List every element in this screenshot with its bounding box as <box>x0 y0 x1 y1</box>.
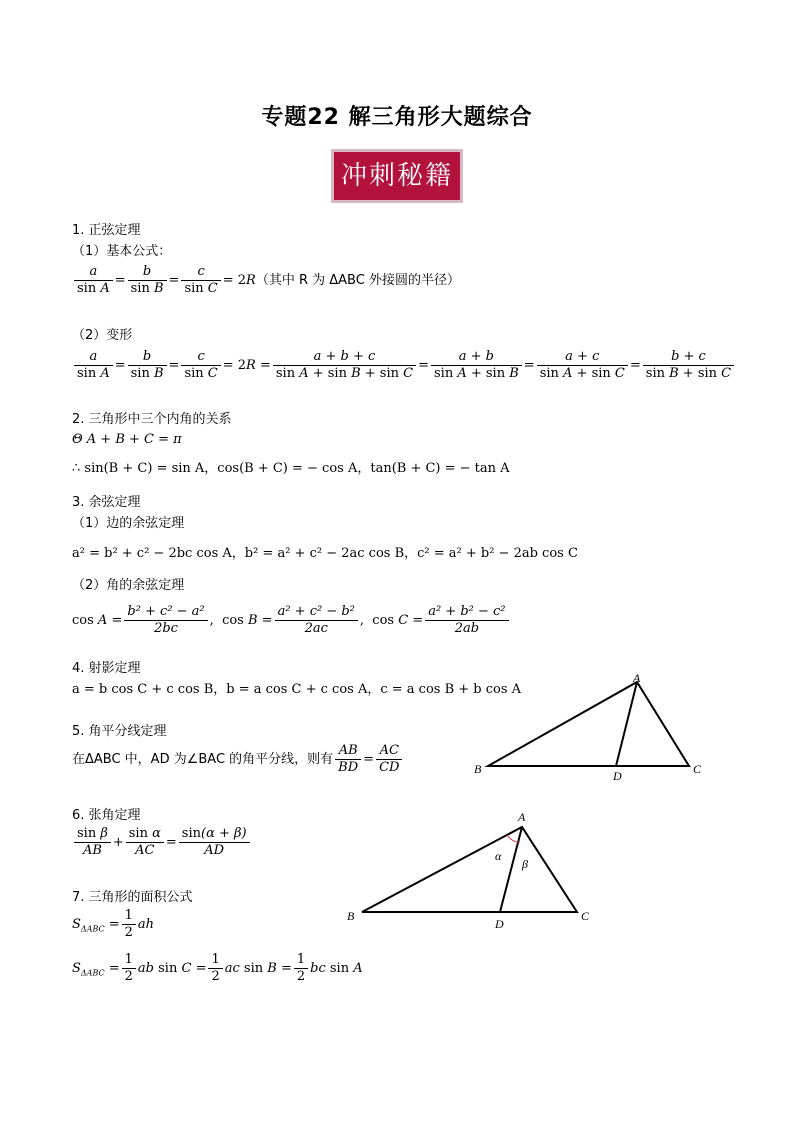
bisector-ad <box>616 682 637 766</box>
angle-sum: Θ A + B + C = π <box>72 432 182 447</box>
section-5-heading: 5. 角平分线定理 <box>72 724 167 739</box>
area-formula-1: $S_{\Delta ABC}$ = $\frac{1}{2}$ ah <box>72 908 155 940</box>
section-1-sub1: （1）基本公式： <box>72 244 172 259</box>
opening-angle-figure <box>340 810 600 935</box>
triangle-abc-2 <box>362 827 577 912</box>
label-a-2: A <box>518 810 526 824</box>
section-1-heading: 1. 正弦定理 <box>72 223 141 238</box>
section-badge: 冲刺秘籍 <box>334 152 460 200</box>
triangle-abc <box>488 682 689 766</box>
label-alpha: α <box>495 849 502 863</box>
section-6-heading: 6. 张角定理 <box>72 808 141 823</box>
angle-bisector-theorem: 在ΔABC 中，AD 为∠BAC 的角平分线，则有 $\frac{AB}{BD}$ = $\frac{AC}{CD}$ <box>72 743 404 776</box>
page-title: 专题22 解三角形大题综合 <box>261 105 533 130</box>
section-3-sub1: （1）边的余弦定理 <box>72 516 185 531</box>
sine-law-note: （其中 R 为 ΔABC 外接圆的半径） <box>255 273 460 288</box>
section-3-sub2: （2）角的余弦定理 <box>72 578 185 593</box>
projection-law: a = b cos C + c cos B，b = a cos C + c cos A，c = a cos B + b cos A <box>72 682 522 697</box>
label-d-2: D <box>495 917 504 931</box>
angle-relations: ∴ sin(B + C) = sin A，cos(B + C) = − cos A，tan(B + C) = − tan A <box>72 461 510 476</box>
label-a: A <box>633 671 641 685</box>
label-c-2: C <box>581 909 590 923</box>
section-7-heading: 7. 三角形的面积公式 <box>72 890 193 905</box>
label-c: C <box>693 762 702 776</box>
label-b: B <box>474 762 482 776</box>
label-d: D <box>613 769 622 783</box>
cosine-law-sides: a² = b² + c² − 2bc cos A，b² = a² + c² − 2ac cos B，c² = a² + b² − 2ab cos C <box>72 546 578 561</box>
angle-bisector-text: 在ΔABC 中，AD 为∠BAC 的角平分线，则有 <box>72 752 334 767</box>
section-2-heading: 2. 三角形中三个内角的关系 <box>72 412 232 427</box>
opening-angle-theorem: $\frac{\text{sin β}}{AB}$ + $\frac{\text{sin α}}{AC}$ = $\frac{\sin(\alpha + \beta)}{AD}$ <box>72 826 252 859</box>
section-4-heading: 4. 射影定理 <box>72 661 141 676</box>
section-1-sub2: （2）变形 <box>72 328 133 343</box>
label-beta: β <box>522 857 528 871</box>
angle-bisector-figure <box>465 668 715 788</box>
section-3-heading: 3. 余弦定理 <box>72 495 141 510</box>
sine-law-variant: $\frac{a}{\text{sin A}}$ = $\frac{b}{\text{sin B}}$ = $\frac{c}{\text{sin C}}$ = 2R = $\frac{a + b + c}{\text{sin A + sin B + sin C}}$ = $\frac{a + b}{\text{sin A + sin B}}$ = $\frac{a + c}{\text{sin A + sin C}}$ = $\frac{b + c}{\text{sin B + sin C}}$ <box>72 349 736 382</box>
area-formula-2: $S_{\Delta ABC}$ = $\frac{1}{2}$ ab sin C = $\frac{1}{2}$ ac sin B = $\frac{1}{2}$ bc sin A <box>72 952 363 984</box>
cosine-law-angles: cos A = $\frac{\text{b² + c² − a²}}{2bc}$ , cos B = $\frac{\text{a² + c² − b²}}{2ac}$ , cos C = $\frac{\text{a² + b² − c²}}{2ab}$ <box>72 604 511 637</box>
label-b-2: B <box>347 909 355 923</box>
sine-law-basic: $\frac{a}{\text{sin A}}$ = $\frac{b}{\text{sin B}}$ = $\frac{c}{\text{sin C}}$ = 2R（其中 R 为 ΔABC 外接圆的半径） <box>72 264 460 297</box>
